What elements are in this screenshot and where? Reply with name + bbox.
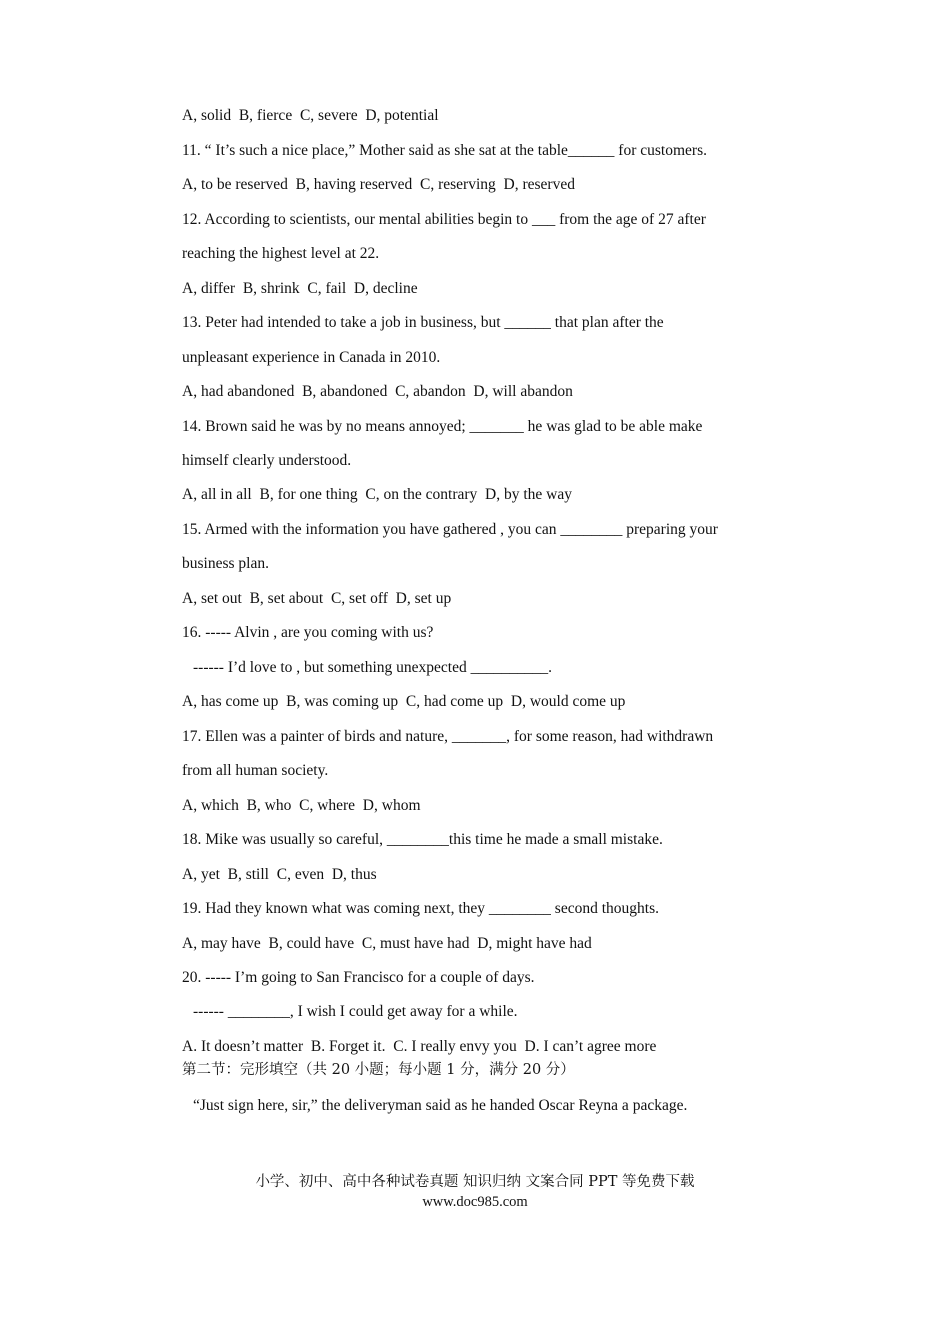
q15-stem-cont: business plan.: [182, 555, 269, 572]
q13-stem-cont: unpleasant experience in Canada in 2010.: [182, 349, 441, 366]
q16-stem: 16. ----- Alvin , are you coming with us?: [182, 624, 434, 641]
q12-stem: 12. According to scientists, our mental abilities begin to ___ from the age of 27 after: [182, 211, 706, 228]
q14-stem-cont: himself clearly understood.: [182, 452, 352, 469]
footer-website-link[interactable]: www.doc985.com: [422, 1194, 528, 1210]
q20-options: A. It doesn’t matter B. Forget it. C. I really envy you D. I can’t agree more: [182, 1038, 657, 1055]
q17-stem-cont: from all human society.: [182, 762, 329, 779]
q13-stem: 13. Peter had intended to take a job in business, but ______ that plan after the: [182, 314, 664, 331]
q11-stem: 11. “ It’s such a nice place,” Mother said as she sat at the table______ for customers.: [182, 142, 707, 159]
q15-options: A, set out B, set about C, set off D, set up: [182, 590, 452, 607]
q20-reply: ------ ________, I wish I could get away for a while.: [193, 1003, 518, 1020]
q16-reply: ------ I’d love to , but something unexpected __________.: [193, 659, 552, 676]
q12-stem-cont: reaching the highest level at 22.: [182, 245, 380, 262]
q13-options: A, had abandoned B, abandoned C, abandon D, will abandon: [182, 383, 573, 400]
q20-stem: 20. ----- I’m going to San Francisco for a couple of days.: [182, 969, 535, 986]
q18-options: A, yet B, still C, even D, thus: [182, 866, 377, 883]
q17-stem: 17. Ellen was a painter of birds and nature, _______, for some reason, had withdrawn: [182, 728, 714, 745]
q17-options: A, which B, who C, where D, whom: [182, 797, 421, 814]
section-heading: 第二节：完形填空（共 20 小题；每小题 1 分，满分 20 分）: [182, 1062, 575, 1078]
passage-first-line: “Just sign here, sir,” the deliveryman said as he handed Oscar Reyna a package.: [193, 1097, 688, 1114]
q15-stem: 15. Armed with the information you have gathered , you can ________ preparing your: [182, 521, 718, 538]
q11-options: A, to be reserved B, having reserved C, reserving D, reserved: [182, 176, 575, 193]
q18-stem: 18. Mike was usually so careful, ________this time he made a small mistake.: [182, 831, 663, 848]
q19-stem: 19. Had they known what was coming next, they ________ second thoughts.: [182, 900, 659, 917]
footer-promo-text: 小学、初中、高中各种试卷真题 知识归纳 文案合同 PPT 等免费下载: [255, 1174, 695, 1190]
q14-options: A, all in all B, for one thing C, on the contrary D, by the way: [182, 486, 573, 503]
q16-options: A, has come up B, was coming up C, had come up D, would come up: [182, 693, 626, 710]
q10-options: A, solid B, fierce C, severe D, potential: [182, 107, 439, 124]
q19-options: A, may have B, could have C, must have had D, might have had: [182, 935, 592, 952]
q14-stem: 14. Brown said he was by no means annoyed; _______ he was glad to be able make: [182, 418, 703, 435]
q12-options: A, differ B, shrink C, fail D, decline: [182, 280, 418, 297]
